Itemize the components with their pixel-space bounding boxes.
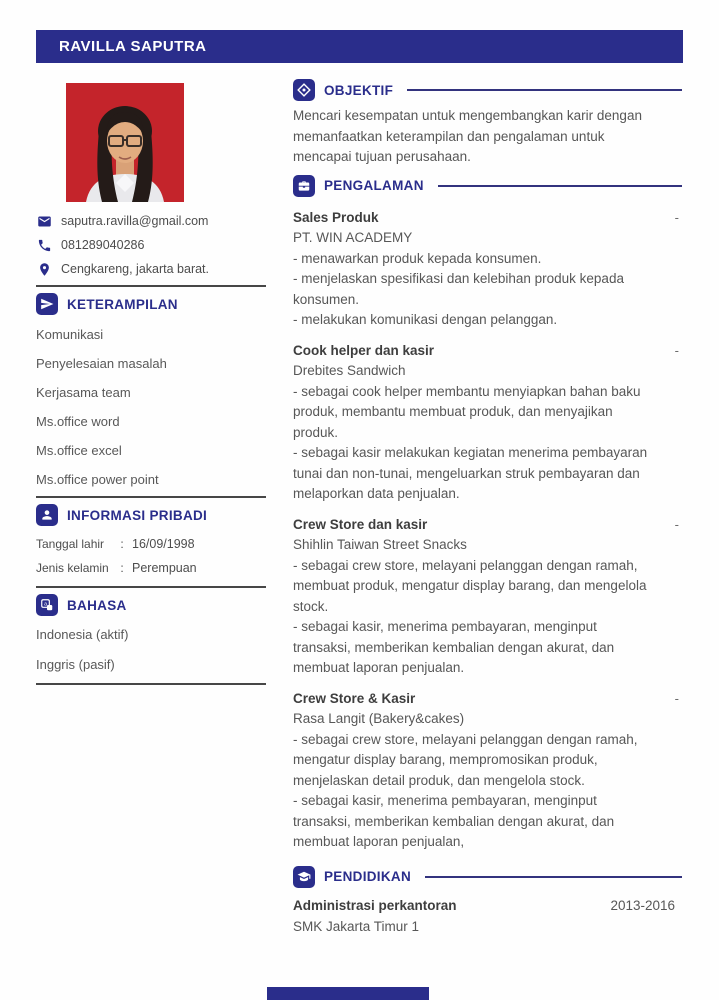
phone-icon (36, 237, 52, 253)
briefcase-icon (293, 175, 315, 197)
education-section-header (293, 865, 683, 889)
graduation-cap-icon (293, 866, 315, 888)
job-period: - (674, 209, 679, 225)
contact-info (36, 209, 266, 281)
section-rule (438, 185, 682, 187)
main-content (293, 78, 683, 937)
job-period: - (674, 342, 679, 358)
job-period: - (674, 516, 679, 532)
job-bullet: - sebagai crew store, melayani pelanggan dengan ramah, mengatur display barang, mempromosikan produk, menjelaskan detail produk, dan mengelola stock. (293, 731, 638, 788)
skill-item: Komunikasi (36, 327, 104, 342)
skills-list (36, 320, 266, 494)
contact-email-row (36, 209, 266, 233)
info-value: Perempuan (132, 561, 197, 575)
phone-value: 081289040286 (61, 238, 145, 252)
section-rule (425, 876, 682, 878)
skill-item: Ms.office excel (36, 443, 122, 458)
language-item: Inggris (pasif) (36, 657, 115, 672)
objective-section-header (293, 78, 683, 102)
envelope-icon (36, 213, 52, 229)
education-program: Administrasi perkantoran (293, 897, 457, 913)
svg-text:a: a (44, 601, 48, 608)
profile-photo (66, 83, 184, 202)
languages-section-header (36, 593, 266, 617)
info-label: Jenis kelamin (36, 561, 109, 575)
education-header (293, 895, 683, 916)
education-entry (293, 895, 683, 937)
divider (36, 496, 266, 498)
header-bar (36, 30, 683, 63)
skill-item: Kerjasama team (36, 385, 131, 400)
languages-section-title: BAHASA (67, 597, 127, 613)
job-bullet: - sebagai cook helper membantu menyiapkan bahan baku produk, membantu membuat produk, dan menyajikan produk. (293, 383, 641, 440)
experience-entry (293, 689, 683, 853)
experience-entry (293, 208, 683, 331)
candidate-name: RAVILLA SAPUTRA (59, 38, 207, 55)
divider (36, 586, 266, 588)
rocket-icon (36, 293, 58, 315)
education-period: 2013-2016 (610, 897, 675, 913)
job-bullet: - sebagai crew store, melayani pelanggan dengan ramah, membuat produk, mengatur display barang, dan mengelola stock. (293, 557, 647, 614)
info-row (36, 532, 266, 556)
skill-item: Ms.office word (36, 414, 120, 429)
personal-info-section-header (36, 503, 266, 527)
info-separator: : (120, 537, 124, 551)
job-bullet: - menjelaskan spesifikasi dan kelebihan produk kepada konsumen. (293, 271, 624, 307)
job-header (293, 689, 683, 710)
job-role: Cook helper dan kasir (293, 342, 435, 358)
job-period: - (674, 690, 679, 706)
language-list (36, 620, 266, 680)
objective-section-title: OBJEKTIF (324, 82, 394, 98)
language-item: Indonesia (aktif) (36, 627, 129, 642)
objective-text: Mencari kesempatan untuk mengembangkan karir dengan memanfaatkan keterampilan dan pengalaman untuk mencapai tujuan perusahaan. (293, 108, 642, 164)
skill-item: Ms.office power point (36, 472, 159, 487)
person-icon (36, 504, 58, 526)
job-header (293, 515, 683, 536)
job-header (293, 208, 683, 229)
job-bullet: - sebagai kasir, menerima pembayaran, menginput transaksi, memberikan kembalian dengan akurat, dan membuat laporan penjualan, (293, 793, 615, 849)
job-role: Crew Store dan kasir (293, 516, 428, 532)
info-label: Tanggal lahir (36, 537, 105, 551)
contact-location-row (36, 257, 266, 281)
skills-section-header (36, 292, 266, 316)
contact-phone-row (36, 233, 266, 257)
job-company: Rasa Langit (Bakery&cakes) (293, 711, 465, 726)
footer-accent-bar (267, 987, 429, 1000)
job-company: Shihlin Taiwan Street Snacks (293, 537, 467, 552)
personal-info-section-title: INFORMASI PRIBADI (67, 507, 208, 523)
job-header (293, 341, 683, 362)
divider (36, 285, 266, 287)
experience-entry (293, 341, 683, 505)
job-bullet: - melakukan komunikasi dengan pelanggan. (293, 312, 558, 327)
location-pin-icon (36, 261, 52, 277)
skills-section-title: KETERAMPILAN (67, 296, 178, 312)
job-company: PT. WIN ACADEMY (293, 230, 413, 245)
section-rule (407, 89, 682, 91)
email-value: saputra.ravilla@gmail.com (61, 214, 209, 228)
info-separator: : (120, 561, 124, 575)
personal-info-rows (36, 532, 266, 580)
info-value: 16/09/1998 (132, 537, 195, 551)
job-bullet: - menawarkan produk kepada konsumen. (293, 250, 542, 266)
experience-section-title: PENGALAMAN (324, 178, 424, 193)
job-role: Crew Store & Kasir (293, 690, 416, 706)
info-row (36, 556, 266, 580)
job-role: Sales Produk (293, 209, 379, 225)
location-value: Cengkareng, jakarta barat. (61, 262, 210, 276)
experience-section-header (293, 174, 683, 198)
experience-entry (293, 515, 683, 679)
education-school: SMK Jakarta Timur 1 (293, 918, 420, 934)
skill-item: Penyelesaian masalah (36, 356, 167, 371)
education-section-title: PENDIDIKAN (324, 869, 412, 884)
portrait-illustration (66, 83, 184, 202)
translate-icon (36, 594, 58, 616)
job-company: Drebites Sandwich (293, 363, 406, 378)
job-bullet: - sebagai kasir melakukan kegiatan menerima pembayaran tunai dan non-tunai, mengeluarkan struk pembayaran dan melaporkan data penjualan. (293, 445, 648, 501)
job-bullet: - sebagai kasir, menerima pembayaran, menginput transaksi, memberikan kembalian dengan akurat, dan membuat laporan penjualan. (293, 619, 615, 675)
left-sidebar (36, 75, 266, 685)
divider (36, 683, 266, 685)
compass-icon (293, 79, 315, 101)
